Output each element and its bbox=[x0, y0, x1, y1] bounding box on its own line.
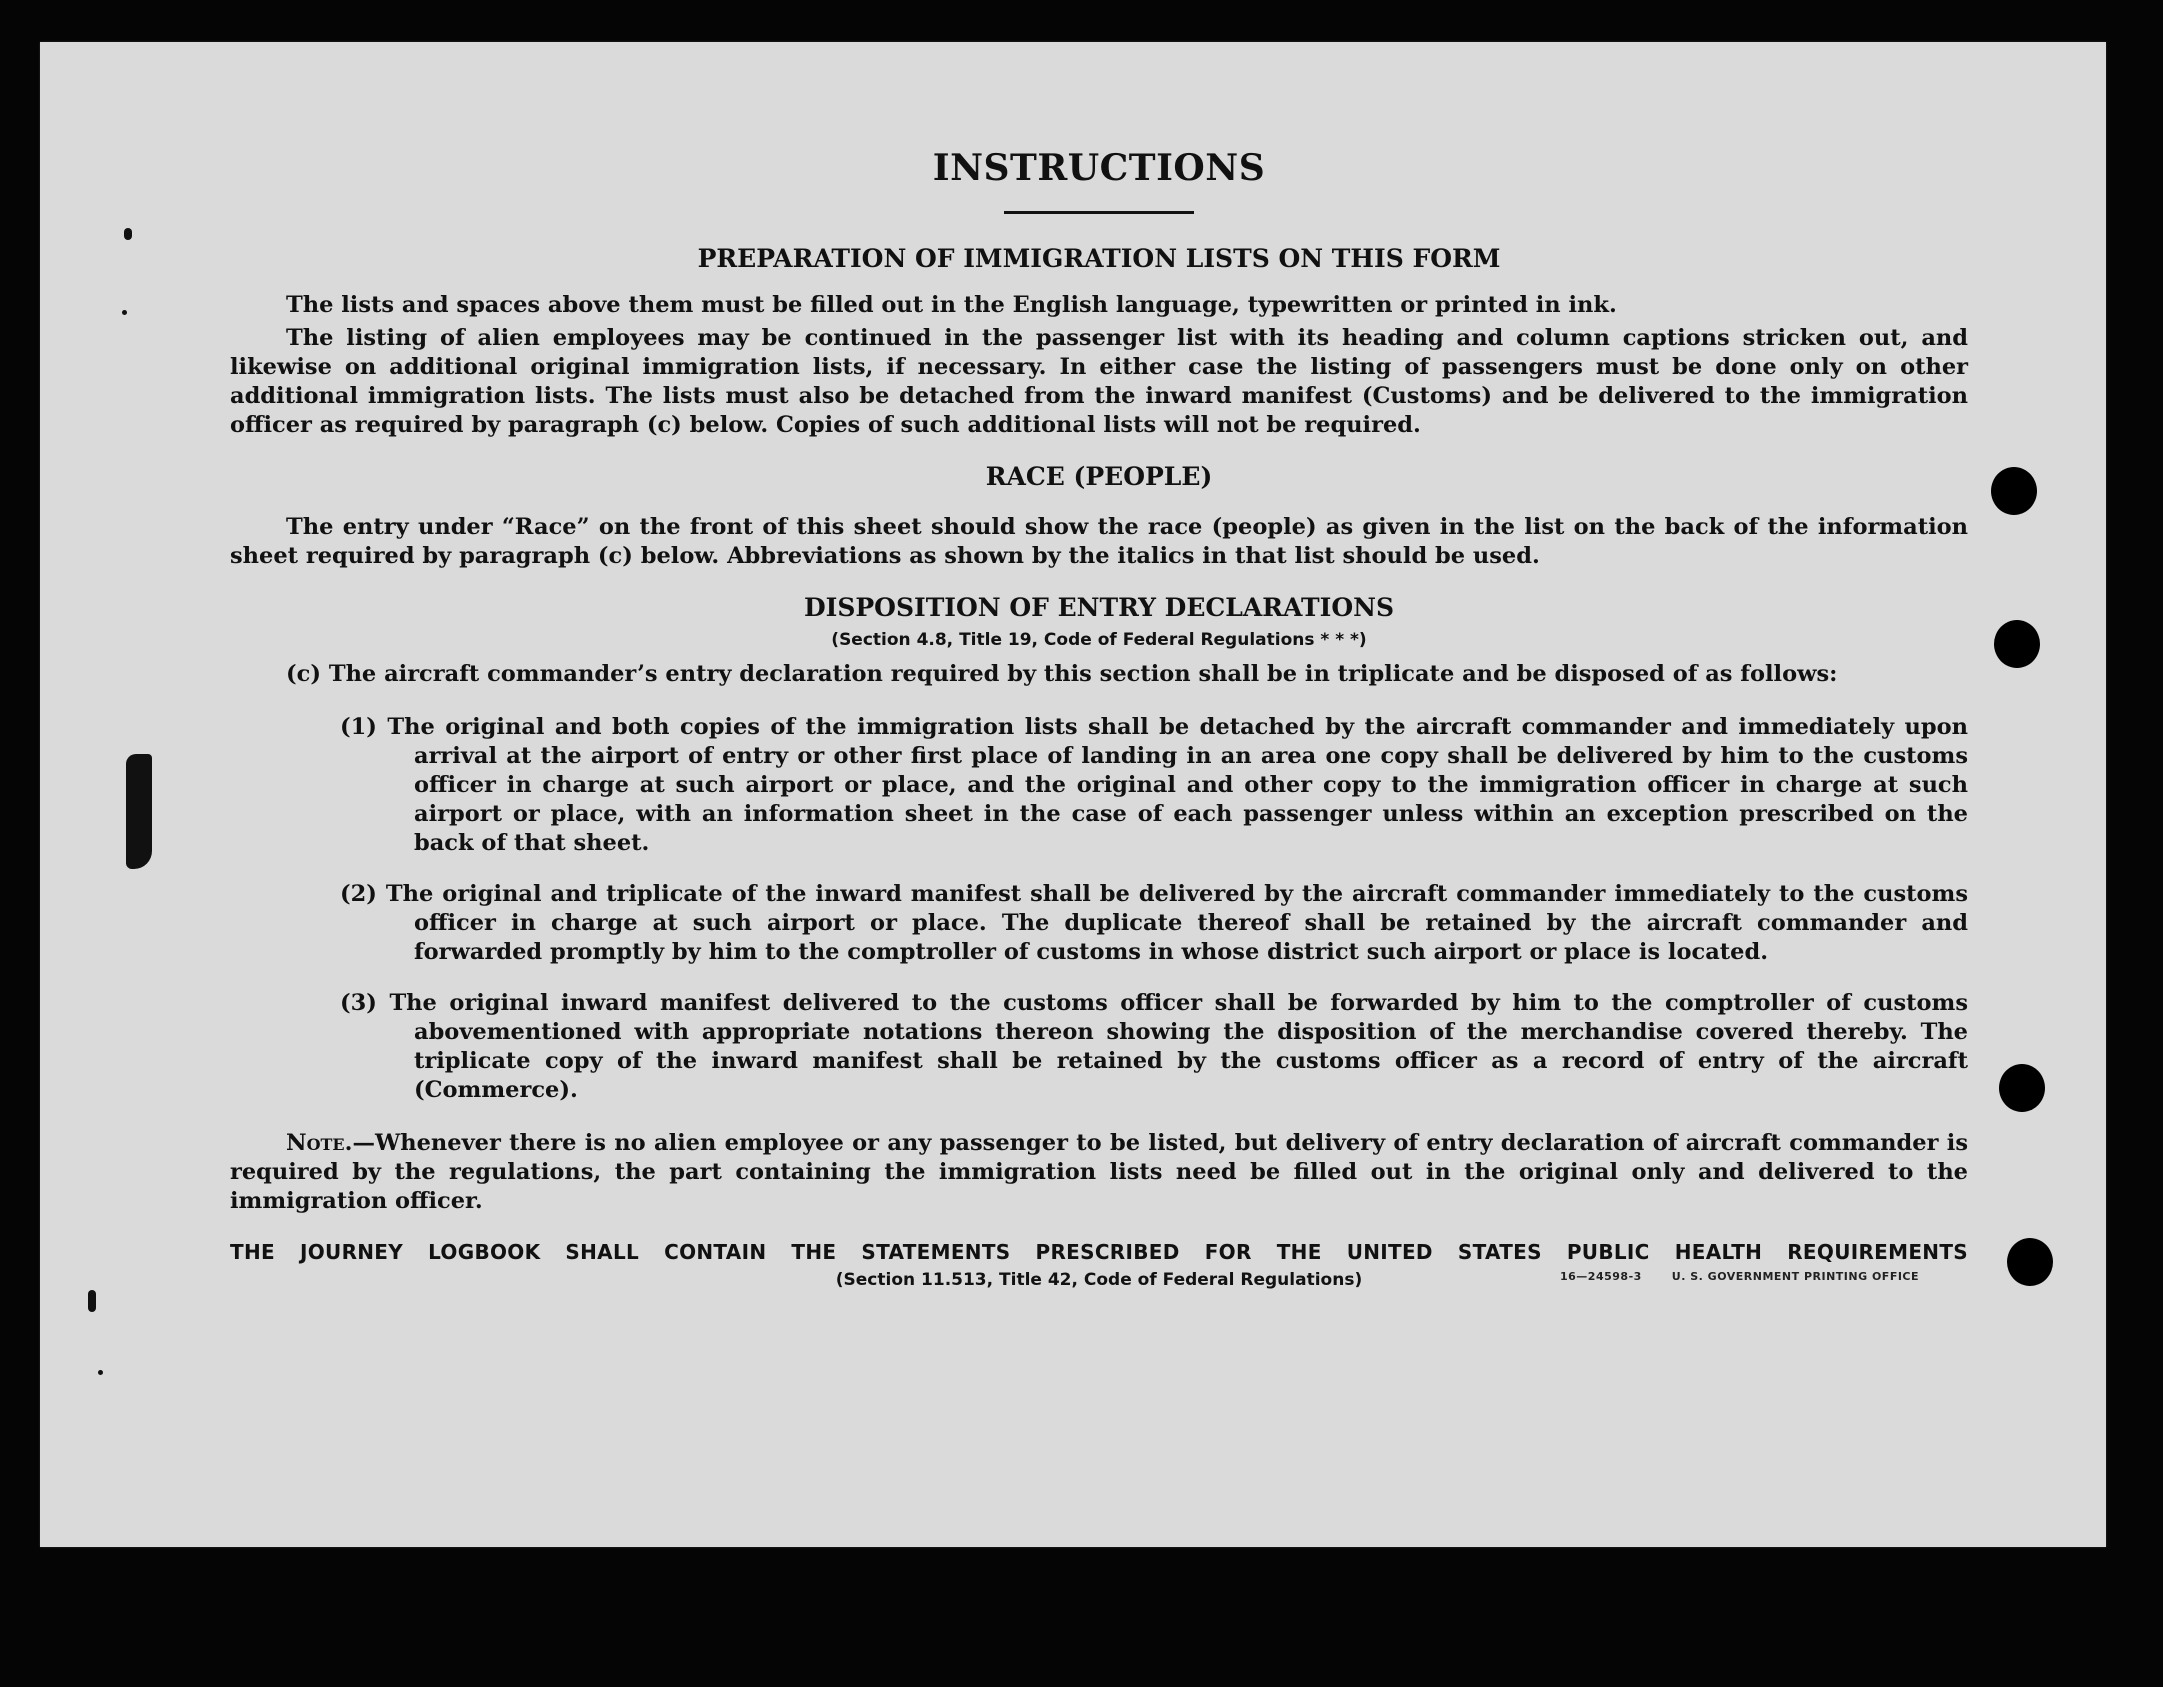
punch-hole bbox=[2007, 1238, 2053, 1286]
form-number: 16—24598-3 bbox=[1560, 1270, 1642, 1283]
list-item: (1) The original and both copies of the immigration lists shall be detached by the aircraft commander and immediately upon arrival at the airport of entry or other first place of landing in an area one copy shall be delivered by him to the customs officer in charge at such airport or place, and the original and other copy to the immigration officer in charge at such airport or place, with an information sheet in the case of each passenger unless within an exception prescribed on the back of that sheet. bbox=[340, 714, 1968, 856]
note-paragraph bbox=[230, 1129, 1968, 1216]
printer-name: U. S. GOVERNMENT PRINTING OFFICE bbox=[1671, 1270, 1920, 1283]
ink-speck bbox=[124, 228, 132, 240]
list-item: (3) The original inward manifest delivered to the customs officer shall be forwarded by him to the comptroller of customs abovementioned with appropriate notations thereon showing the disposition of the merchandise covered thereby. The triplicate copy of the inward manifest shall be retained by the customs officer as a record of entry of the aircraft (Commerce). bbox=[340, 990, 1968, 1103]
section-heading-race: RACE (PEOPLE) bbox=[985, 462, 1213, 491]
note-text: —Whenever there is no alien employee or any passenger to be listed, but delivery of entry declaration of aircraft commander is required by the regulations, the part containing the immigration lists need be filled out in the original only and delivered to the immigration officer. bbox=[230, 1130, 1968, 1214]
paragraph: The listing of alien employees may be continued in the passenger list with its heading and column captions stricken out, and likewise on additional original immigration lists, if necessary. In either case the listing of passengers must be done only on other additional immigration lists. The lists must also be detached from the inward manifest (Customs) and be delivered to the immigration officer as required by paragraph (c) below. Copies of such additional lists will not be required. bbox=[230, 325, 1968, 438]
printer-imprint bbox=[1560, 1270, 1949, 1283]
note-label: Note. bbox=[286, 1130, 353, 1156]
regulation-citation: (Section 4.8, Title 19, Code of Federal Regulations * * *) bbox=[831, 630, 1367, 650]
clause-c: (c) The aircraft commander’s entry declaration required by this section shall be in triplicate and be disposed of as follows: bbox=[286, 661, 1838, 687]
ink-blot bbox=[126, 754, 152, 869]
list-item: (2) The original and triplicate of the inward manifest shall be delivered by the aircraft commander immediately to the customs officer in charge at such airport or place. The duplicate thereof shall be retained by the aircraft commander and forwarded promptly by him to the comptroller of customs in whose district such airport or place is located. bbox=[340, 881, 1968, 965]
page-title: INSTRUCTIONS bbox=[932, 147, 1266, 189]
punch-hole bbox=[1994, 620, 2040, 668]
ink-speck bbox=[98, 1370, 103, 1375]
health-citation: (Section 11.513, Title 42, Code of Federal Regulations) bbox=[835, 1270, 1363, 1290]
section-heading-disposition: DISPOSITION OF ENTRY DECLARATIONS bbox=[803, 593, 1395, 622]
punch-hole bbox=[1991, 467, 2037, 515]
ink-speck bbox=[88, 1290, 96, 1312]
journey-logbook-statement: THE JOURNEY LOGBOOK SHALL CONTAIN THE STATEMENTS PRESCRIBED FOR THE UNITED STATES PUBLIC HEALTH REQUIREMENTS bbox=[230, 1240, 1968, 1264]
title-rule bbox=[1004, 211, 1194, 214]
punch-hole bbox=[1999, 1064, 2045, 1112]
paragraph: The lists and spaces above them must be filled out in the English language, typewritten or printed in ink. bbox=[286, 292, 1617, 318]
instructions-text bbox=[230, 102, 1968, 1290]
section-heading-preparation: PREPARATION OF IMMIGRATION LISTS ON THIS FORM bbox=[697, 244, 1501, 273]
ink-speck bbox=[122, 310, 127, 315]
paragraph: The entry under “Race” on the front of this sheet should show the race (people) as given in the list on the back of the information sheet required by paragraph (c) below. Abbreviations as shown by the italics in that list should be used. bbox=[230, 514, 1968, 569]
document-page bbox=[40, 42, 2106, 1547]
